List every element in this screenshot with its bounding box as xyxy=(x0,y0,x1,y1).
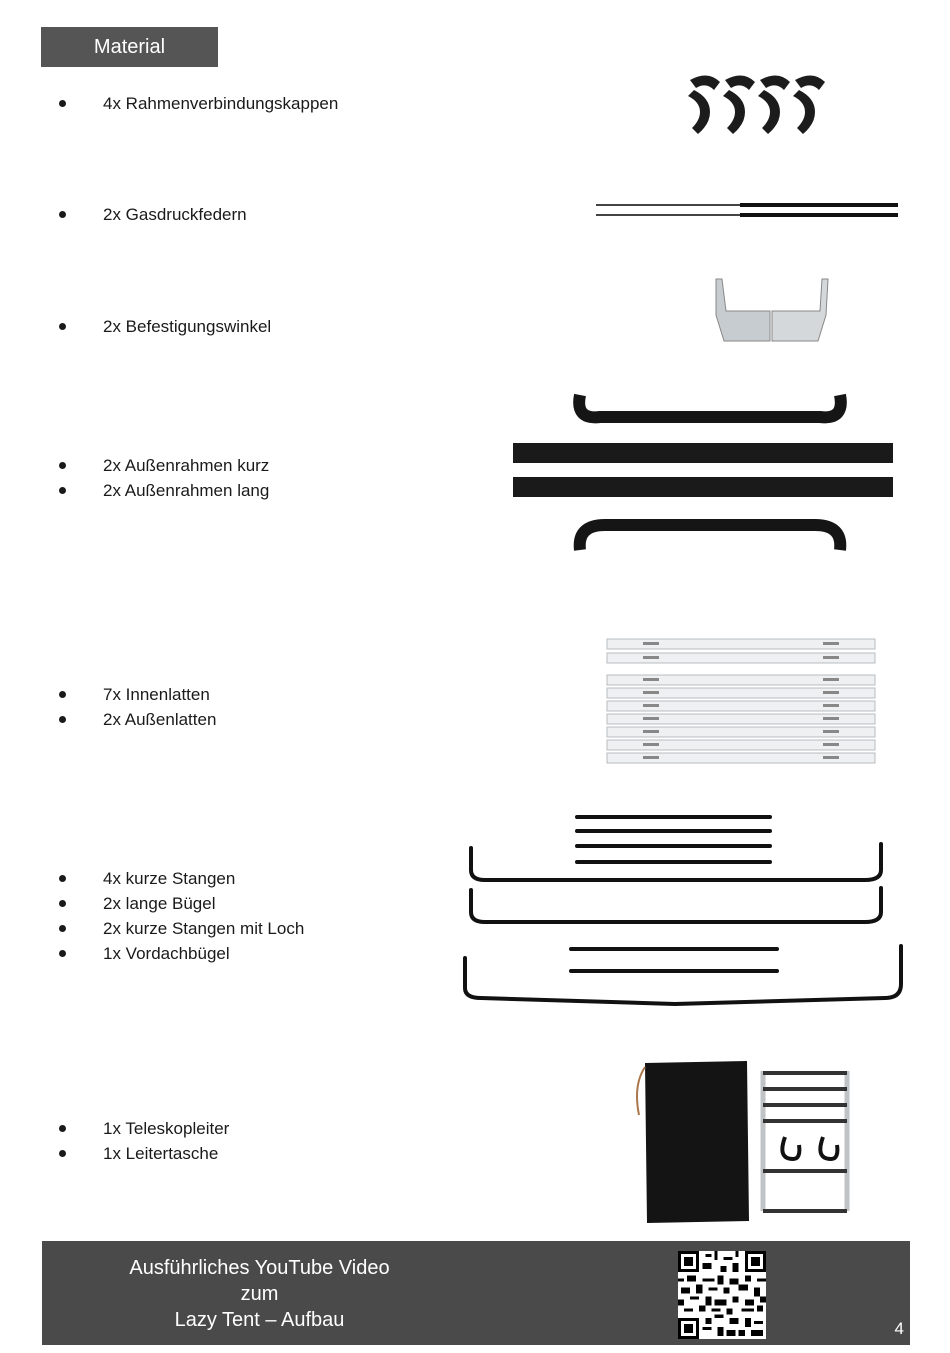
list-item: 1x Teleskopleiter xyxy=(56,1116,229,1141)
item-list-brackets xyxy=(56,314,271,339)
slats-image xyxy=(605,637,877,767)
poles-image xyxy=(455,808,910,1013)
list-item: 7x Innenlatten xyxy=(56,682,216,707)
bullet-icon xyxy=(59,875,66,882)
bullet-icon xyxy=(59,1125,66,1132)
bullet-icon xyxy=(59,1150,66,1157)
mounting-brackets-image xyxy=(712,275,832,345)
list-item: 4x Rahmenverbindungskappen xyxy=(56,91,338,116)
bullet-icon xyxy=(59,100,66,107)
bullet-icon xyxy=(59,323,66,330)
item-list-slats xyxy=(56,682,216,732)
page-number: 4 xyxy=(894,1319,904,1338)
list-item: 1x Vordachbügel xyxy=(56,941,304,966)
outer-frames-image xyxy=(505,385,900,560)
footer-line-1: Ausführliches YouTube Video xyxy=(129,1257,390,1279)
bullet-icon xyxy=(59,900,66,907)
section-title: Material xyxy=(41,27,218,67)
bullet-icon xyxy=(59,691,66,698)
list-item: 4x kurze Stangen xyxy=(56,866,304,891)
item-list-poles xyxy=(56,866,304,966)
bullet-icon xyxy=(59,950,66,957)
list-item: 2x Außenrahmen kurz xyxy=(56,453,269,478)
footer-banner xyxy=(42,1241,910,1345)
footer-line-2: zum xyxy=(240,1283,279,1305)
list-item: 1x Leitertasche xyxy=(56,1141,229,1166)
list-item: 2x Befestigungswinkel xyxy=(56,314,271,339)
qr-code-icon[interactable] xyxy=(678,1251,766,1339)
footer-text xyxy=(102,1255,417,1333)
ladder-and-bag-image xyxy=(625,1055,860,1225)
bullet-icon xyxy=(59,462,66,469)
frame-caps-image xyxy=(680,60,840,150)
footer-line-3: Lazy Tent – Aufbau xyxy=(174,1309,345,1331)
bullet-icon xyxy=(59,211,66,218)
bullet-icon xyxy=(59,716,66,723)
bullet-icon xyxy=(59,487,66,494)
list-item: 2x Außenrahmen lang xyxy=(56,478,269,503)
item-list-outer-frames xyxy=(56,453,269,503)
item-list-gas-springs xyxy=(56,202,247,227)
list-item: 2x kurze Stangen mit Loch xyxy=(56,916,304,941)
list-item: 2x Gasdruckfedern xyxy=(56,202,247,227)
gas-springs-image xyxy=(590,195,905,225)
list-item: 2x Außenlatten xyxy=(56,707,216,732)
list-item: 2x lange Bügel xyxy=(56,891,304,916)
bullet-icon xyxy=(59,925,66,932)
item-list-ladder xyxy=(56,1116,229,1166)
item-list-caps xyxy=(56,91,338,116)
